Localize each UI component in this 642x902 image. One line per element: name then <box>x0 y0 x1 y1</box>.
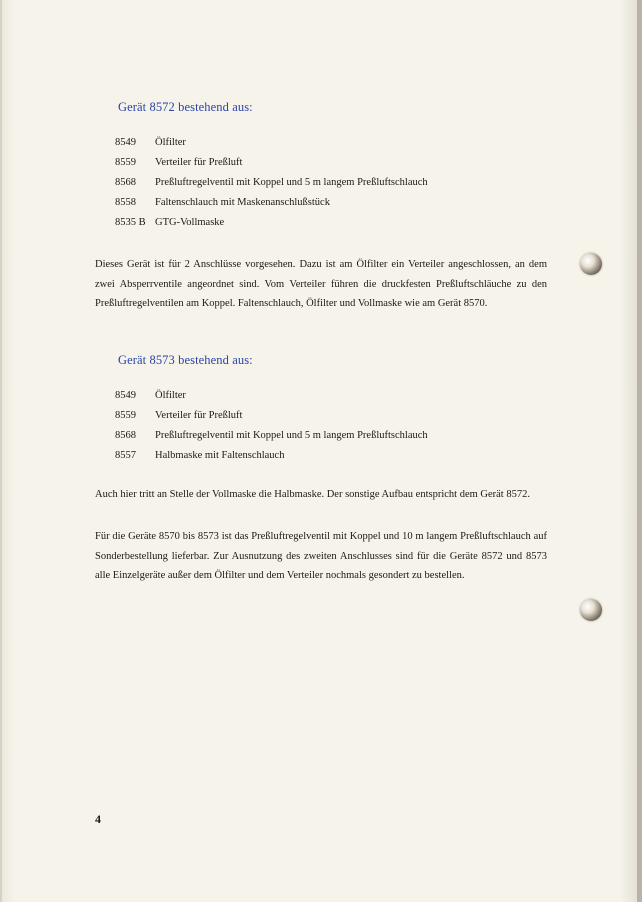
part-code: 8535 B <box>115 217 146 228</box>
part-code: 8557 <box>115 450 136 461</box>
part-code: 8559 <box>115 157 136 168</box>
list-item <box>115 388 428 408</box>
part-description: Preßluftregelventil mit Koppel und 5 m langem Preßluftschlauch <box>155 177 428 188</box>
list-item <box>115 195 428 215</box>
list-item <box>115 448 428 468</box>
part-code: 8559 <box>115 410 136 421</box>
part-description: Ölfilter <box>155 390 186 401</box>
part-description: GTG-Vollmaske <box>155 217 225 228</box>
list-item <box>115 215 428 235</box>
list-item <box>115 428 428 448</box>
part-code: 8549 <box>115 137 136 148</box>
part-description: Preßluftregelventil mit Koppel und 5 m langem Preßluftschlauch <box>155 430 428 441</box>
section-title-8572: Gerät 8572 bestehend aus: <box>118 100 253 114</box>
description-paragraph-8573: Auch hier tritt an Stelle der Vollmaske die Halbmaske. Der sonstige Aufbau entspricht dem Gerät 8572. <box>95 489 530 500</box>
punch-hole-icon <box>580 599 602 621</box>
part-description: Halbmaske mit Faltenschlauch <box>155 450 285 461</box>
ordering-note-paragraph: Für die Geräte 8570 bis 8573 ist das Preßluftregelventil mit Koppel und 10 m langem Preßluftschlauch auf Sonderbestellung lieferbar. Zur Ausnutzung des zweiten Anschlusses sind für die Geräte 8572 und 8573 alle Einzelgeräte außer dem Ölfilter und dem Verteiler nochmals gesondert zu bestellen. <box>95 531 547 581</box>
page-left-edge <box>0 0 2 902</box>
list-item <box>115 155 428 175</box>
description-paragraph-8572: Dieses Gerät ist für 2 Anschlüsse vorgesehen. Dazu ist am Ölfilter ein Verteiler angeschlossen, an dem zwei Absperrventile angeordnet sind. Vom Verteiler führen die druckfesten Preßluftschläuche zu den Preßluftregelventilen am Koppel. Faltenschlauch, Ölfilter und Vollmaske wie am Gerät 8570. <box>95 259 547 309</box>
punch-hole-icon <box>580 253 602 275</box>
page-right-edge <box>637 0 642 902</box>
part-code: 8568 <box>115 177 136 188</box>
part-description: Faltenschlauch mit Maskenanschlußstück <box>155 197 330 208</box>
section-title-8573: Gerät 8573 bestehend aus: <box>118 353 253 367</box>
list-item <box>115 408 428 428</box>
part-description: Ölfilter <box>155 137 186 148</box>
parts-list-8573 <box>115 388 428 468</box>
part-description: Verteiler für Preßluft <box>155 410 243 421</box>
list-item <box>115 175 428 195</box>
part-code: 8549 <box>115 390 136 401</box>
list-item <box>115 135 428 155</box>
part-code: 8558 <box>115 197 136 208</box>
page-number: 4 <box>95 812 101 826</box>
parts-list-8572 <box>115 135 428 235</box>
part-description: Verteiler für Preßluft <box>155 157 243 168</box>
part-code: 8568 <box>115 430 136 441</box>
